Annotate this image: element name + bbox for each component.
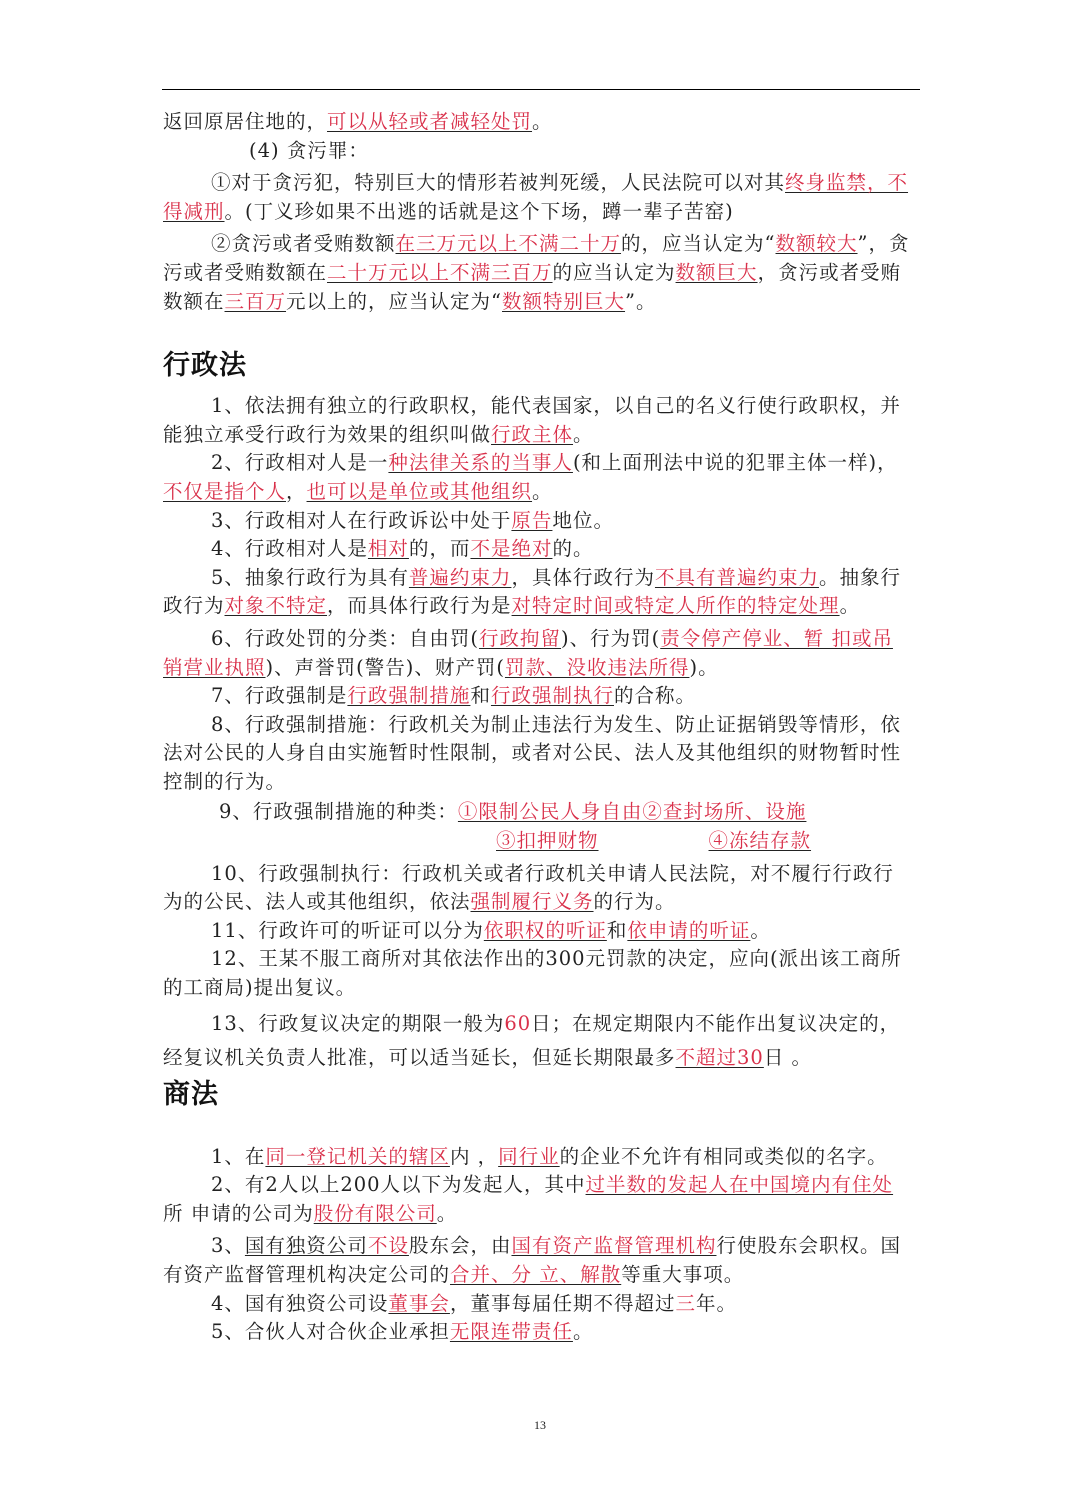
admin-item-10: 10、行政强制执行：行政机关或者行政机关申请人民法院，对不履行行政行为的公民、法人或其他组织，依法强制履行义务的行为。 xyxy=(163,861,894,914)
admin-item-12: 12、王某不服工商所对其依法作出的300元罚款的决定，应向(派出该工商所的工商局)提出复议。 xyxy=(163,947,902,1000)
admin-item-13: 13、行政复议决定的期限一般为60日；在规定期限内不能作出复议决定的，经复议机关负责人批准，可以适当延长，但延长期限最多不超过30日 。 xyxy=(163,1011,901,1069)
page-content xyxy=(163,108,913,1347)
commercial-item-1: 1、在同一登记机关的辖区内 ，同行业的企业不允许有相同或类似的名字。 xyxy=(211,1144,888,1168)
commercial-item-3: 3、国有独资公司不设股东会，由国有资产监督管理机构行使股东会职权。国有资产监督管理机构决定公司的合并、分 立、解散等重大事项。 xyxy=(163,1234,901,1286)
corruption-heading: (4) 贪污罪： xyxy=(249,138,369,162)
top-fragment: 返回原居住地的，可以从轻或者减轻处罚。 xyxy=(163,110,553,133)
page-number: 13 xyxy=(534,1418,546,1432)
admin-item-4: 4、行政相对人是相对的，而不是绝对的。 xyxy=(211,537,594,561)
corruption-paragraph-2: ②贪污或者受贿数额在三万元以上不满二十万的，应当认定为“数额较大”，贪污或者受贿数额在二十万元以上不满三百万的应当认定为数额巨大，贪污或者受贿数额在三百万元以上的，应当认定为“数额特别巨大”。 xyxy=(163,232,910,313)
admin-item-6: 6、行政处罚的分类：自由罚(行政拘留)、行为罚(责令停产停业、暂 扣或吊销营业执照)、声誉罚(警告)、财产罚(罚款、没收违法所得)。 xyxy=(163,626,893,679)
admin-item-2: 2、行政相对人是一种法律关系的当事人(和上面刑法中说的犯罪主体一样)，不仅是指个人，也可以是单位或其他组织。 xyxy=(163,451,898,503)
admin-item-7: 7、行政强制是行政强制措施和行政强制执行的合称。 xyxy=(211,684,696,708)
commercial-item-4: 4、国有独资公司设董事会，董事每届任期不得超过三年。 xyxy=(211,1291,737,1315)
admin-item-1: 1、依法拥有独立的行政职权，能代表国家，以自己的名义行使行政职权，并能独立承受行政行为效果的组织叫做行政主体。 xyxy=(163,394,901,446)
header-rule xyxy=(162,89,920,90)
admin-item-9: 9、行政强制措施的种类：①限制公民人身自由②查封场所、设施 xyxy=(219,800,807,824)
admin-item-8: 8、行政强制措施：行政机关为制止违法行为发生、防止证据销毁等情形，依法对公民的人身自由实施暂时性限制，或者对公民、法人及其他组织的财物暂时性控制的行为。 xyxy=(163,712,902,793)
admin-item-9-cont: ③扣押财物 ④冻结存款 xyxy=(496,829,812,853)
admin-item-5: 5、抽象行政行为具有普遍约束力，具体行政行为不具有普遍约束力。抽象行政行为对象不特定，而具体行政行为是对特定时间或特定人所作的特定处理。 xyxy=(163,565,901,618)
admin-item-3: 3、行政相对人在行政诉讼中处于原告地位。 xyxy=(211,508,614,532)
corruption-paragraph-1: ①对于贪污犯，特别巨大的情形若被判死缓，人民法院可以对其终身监禁，不得减刑。(丁义珍如果不出逃的话就是这个下场，蹲一辈子苦窑) xyxy=(163,171,909,223)
commercial-item-2: 2、有2人以上200人以下为发起人，其中过半数的发起人在中国境内有住处所 申请的公司为股份有限公司。 xyxy=(163,1173,894,1225)
admin-item-11: 11、行政许可的听证可以分为依职权的听证和依申请的听证。 xyxy=(211,918,771,942)
section-title-admin-law: 行政法 xyxy=(163,350,247,382)
commercial-item-5: 5、合伙人对合伙企业承担无限连带责任。 xyxy=(211,1320,594,1344)
section-title-commercial-law: 商法 xyxy=(163,1078,219,1110)
